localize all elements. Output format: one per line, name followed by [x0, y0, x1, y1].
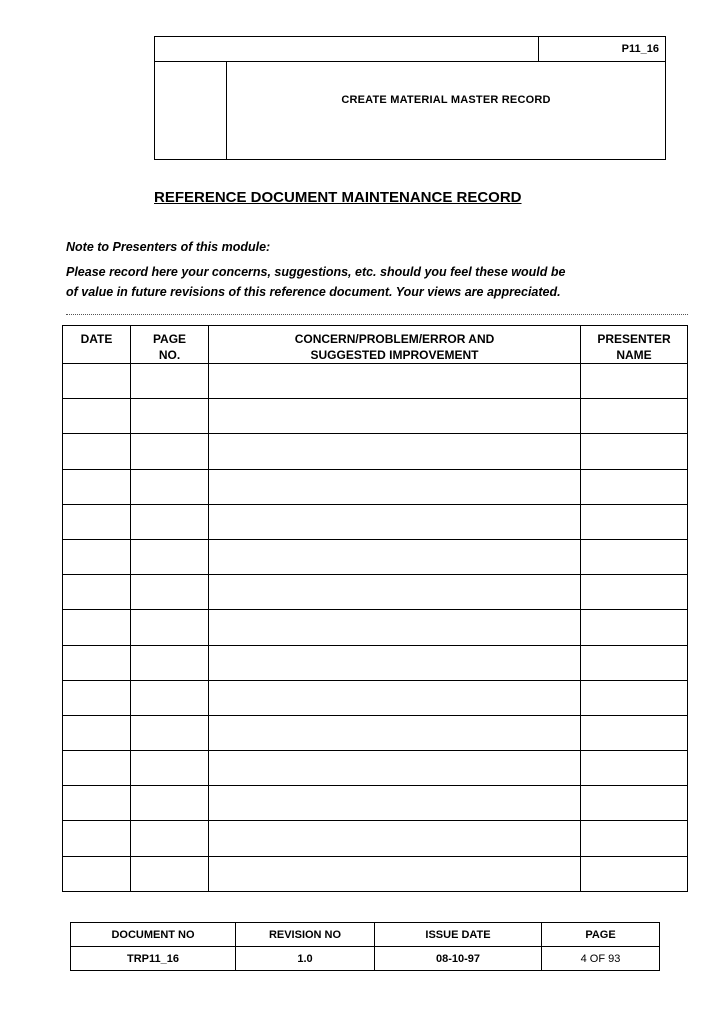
date-cell[interactable]: [63, 575, 131, 610]
note-text-line-2: of value in future revisions of this reference document. Your views are appreciated.: [66, 285, 561, 299]
presenter-name-cell[interactable]: [581, 575, 688, 610]
date-cell[interactable]: [63, 539, 131, 574]
concern-cell[interactable]: [209, 786, 581, 821]
concern-cell[interactable]: [209, 680, 581, 715]
column-header-concern: CONCERN/PROBLEM/ERROR AND SUGGESTED IMPROVEMENT: [209, 326, 581, 364]
date-cell[interactable]: [63, 610, 131, 645]
date-cell[interactable]: [63, 751, 131, 786]
column-header-date: DATE: [63, 326, 131, 364]
date-cell[interactable]: [63, 399, 131, 434]
footer-value-row: [71, 947, 660, 971]
footer-page: 4 OF 93: [542, 947, 660, 971]
presenter-name-cell[interactable]: [581, 504, 688, 539]
footer-label-row: [71, 923, 660, 947]
footer-issue-date: 08-10-97: [375, 947, 542, 971]
column-header-presenter-name: PRESENTER NAME: [581, 326, 688, 364]
concern-cell[interactable]: [209, 399, 581, 434]
table-row: [63, 821, 688, 856]
date-cell[interactable]: [63, 469, 131, 504]
table-row: [63, 715, 688, 750]
dotted-divider: [66, 314, 688, 315]
page-no-cell[interactable]: [131, 504, 209, 539]
presenter-name-cell[interactable]: [581, 821, 688, 856]
date-cell[interactable]: [63, 680, 131, 715]
concern-cell[interactable]: [209, 469, 581, 504]
presenter-name-cell[interactable]: [581, 364, 688, 399]
concern-cell[interactable]: [209, 575, 581, 610]
document-header: [154, 36, 666, 160]
table-row: [63, 610, 688, 645]
presenter-name-cell[interactable]: [581, 715, 688, 750]
concern-cell[interactable]: [209, 504, 581, 539]
footer-page-label: PAGE: [542, 923, 660, 947]
date-cell[interactable]: [63, 434, 131, 469]
presenter-name-cell[interactable]: [581, 856, 688, 891]
concern-cell[interactable]: [209, 610, 581, 645]
page-no-cell[interactable]: [131, 575, 209, 610]
date-cell[interactable]: [63, 856, 131, 891]
date-cell[interactable]: [63, 715, 131, 750]
header-top-row: [155, 37, 665, 62]
page-no-cell[interactable]: [131, 539, 209, 574]
table-row: [63, 434, 688, 469]
table-row: [63, 575, 688, 610]
presenter-name-cell[interactable]: [581, 786, 688, 821]
date-cell[interactable]: [63, 645, 131, 680]
page-no-cell[interactable]: [131, 715, 209, 750]
date-cell[interactable]: [63, 786, 131, 821]
concern-cell[interactable]: [209, 715, 581, 750]
page-no-cell[interactable]: [131, 469, 209, 504]
footer-revision-label: REVISION NO: [236, 923, 375, 947]
presenter-name-cell[interactable]: [581, 434, 688, 469]
concern-cell[interactable]: [209, 751, 581, 786]
page-no-cell[interactable]: [131, 821, 209, 856]
table-row: [63, 856, 688, 891]
footer-doc-no-label: DOCUMENT NO: [71, 923, 236, 947]
table-body: [63, 364, 688, 892]
presenter-name-cell[interactable]: [581, 610, 688, 645]
concern-cell[interactable]: [209, 364, 581, 399]
presenter-name-cell[interactable]: [581, 645, 688, 680]
document-footer-table: [70, 922, 660, 971]
page-no-cell[interactable]: [131, 680, 209, 715]
header-code-cell: [538, 37, 665, 61]
page-no-cell[interactable]: [131, 856, 209, 891]
presenter-name-cell[interactable]: [581, 469, 688, 504]
concern-cell[interactable]: [209, 434, 581, 469]
note-text-line-1: Please record here your concerns, suggestions, etc. should you feel these would be: [66, 265, 566, 279]
table-row: [63, 751, 688, 786]
module-title: CREATE MATERIAL MASTER RECORD: [341, 94, 551, 106]
concern-cell[interactable]: [209, 821, 581, 856]
table-row: [63, 364, 688, 399]
date-cell[interactable]: [63, 504, 131, 539]
concern-cell[interactable]: [209, 539, 581, 574]
presenter-name-cell[interactable]: [581, 680, 688, 715]
table-header-row: [63, 326, 688, 364]
page-no-cell[interactable]: [131, 751, 209, 786]
module-code: P11_16: [621, 43, 659, 55]
page-no-cell[interactable]: [131, 610, 209, 645]
logo-placeholder: [155, 61, 227, 159]
table-row: [63, 399, 688, 434]
page-no-cell[interactable]: [131, 364, 209, 399]
table-row: [63, 680, 688, 715]
table-row: [63, 504, 688, 539]
page-no-cell[interactable]: [131, 786, 209, 821]
presenter-name-cell[interactable]: [581, 751, 688, 786]
column-header-page-no: PAGE NO.: [131, 326, 209, 364]
footer-revision: 1.0: [236, 947, 375, 971]
concern-cell[interactable]: [209, 645, 581, 680]
table-row: [63, 469, 688, 504]
date-cell[interactable]: [63, 821, 131, 856]
presenter-name-cell[interactable]: [581, 399, 688, 434]
table-row: [63, 645, 688, 680]
footer-doc-no: TRP11_16: [71, 947, 236, 971]
page-no-cell[interactable]: [131, 645, 209, 680]
footer-issue-date-label: ISSUE DATE: [375, 923, 542, 947]
table-row: [63, 786, 688, 821]
page-no-cell[interactable]: [131, 434, 209, 469]
maintenance-record-table: [62, 325, 688, 892]
presenter-name-cell[interactable]: [581, 539, 688, 574]
concern-cell[interactable]: [209, 856, 581, 891]
note-heading: Note to Presenters of this module:: [66, 240, 271, 254]
table-row: [63, 539, 688, 574]
page-no-cell[interactable]: [131, 399, 209, 434]
date-cell[interactable]: [63, 364, 131, 399]
page-title: REFERENCE DOCUMENT MAINTENANCE RECORD: [154, 189, 522, 206]
